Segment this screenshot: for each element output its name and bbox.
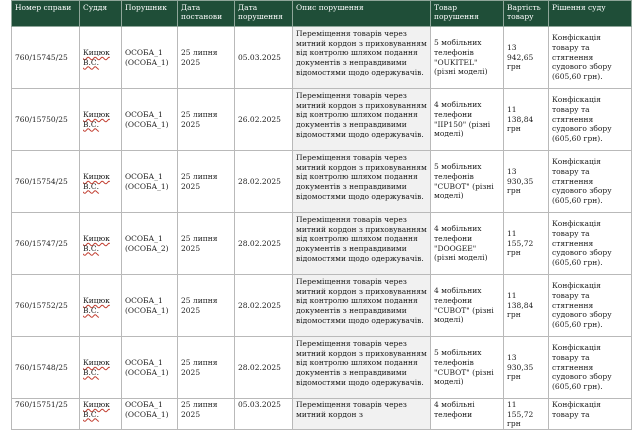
cell-goods: 5 мобільних телефонів "CUBOT" (різні моделі) [431, 151, 504, 213]
cell-violation-date: 26.02.2025 [235, 89, 293, 151]
cell-decision: Конфіскація товару та стягнення судового збору (605,60 грн). [549, 151, 632, 213]
cell-resolution-date: 25 липня 2025 [178, 399, 235, 430]
header-case-number: Номер справи [12, 1, 80, 27]
cell-goods: 4 мобільні телефони [431, 399, 504, 430]
cell-offender: ОСОБА_1 (ОСОБА_2) [122, 213, 178, 275]
table-row [12, 213, 632, 275]
cell-decision: Конфіскація товару та стягнення судового збору (605,60 грн). [549, 27, 632, 89]
judge-name: Кицюк В.С. [83, 109, 110, 129]
cell-violation-date: 28.02.2025 [235, 151, 293, 213]
cell-value: 11 155,72 грн [504, 399, 549, 430]
court-cases-table [11, 0, 632, 430]
header-violation-date: Дата порушення [235, 1, 293, 27]
header-row [12, 1, 632, 27]
judge-name: Кицюк В.С. [83, 47, 110, 67]
cell-judge [80, 337, 122, 399]
cell-goods: 4 мобільних телефони "IIP150" (різні моделі) [431, 89, 504, 151]
cell-decision: Конфіскація товару та [549, 399, 632, 430]
header-description: Опис порушення [293, 1, 431, 27]
table-row [12, 151, 632, 213]
cell-decision: Конфіскація товару та стягнення судового збору (605,60 грн). [549, 213, 632, 275]
cell-goods: 4 мобільних телефони "CUBOT" (різні моделі) [431, 275, 504, 337]
cell-description: Переміщення товарів через митний кордон з приховуванням від контролю шляхом подання документів з неправдивими відомостями щодо одержувачів. [293, 89, 431, 151]
cell-violation-date: 05.03.2025 [235, 27, 293, 89]
cell-decision: Конфіскація товару та стягнення судового збору (605,60 грн). [549, 89, 632, 151]
cell-goods: 5 мобільних телефонів "CUBOT" (різні моделі) [431, 337, 504, 399]
cell-judge [80, 399, 122, 430]
table-row [12, 89, 632, 151]
cell-value: 11 155,72 грн [504, 213, 549, 275]
judge-name: Кицюк В.С. [83, 357, 110, 377]
judge-name: Кицюк В.С. [83, 233, 110, 253]
cell-violation-date: 28.02.2025 [235, 275, 293, 337]
cell-description: Переміщення товарів через митний кордон з приховуванням від контролю шляхом подання документів з неправдивими відомостями щодо одержувачів. [293, 27, 431, 89]
cell-goods: 4 мобільних телефони "DOOGEE" (різні моделі) [431, 213, 504, 275]
cell-resolution-date: 25 липня 2025 [178, 337, 235, 399]
cell-case-number: 760/15750/25 [12, 89, 80, 151]
cell-goods: 5 мобільних телефонів "OUKITEL" (різні моделі) [431, 27, 504, 89]
cell-description: Переміщення товарів через митний кордон з приховуванням від контролю шляхом подання документів з неправдивими відомостями щодо одержувачів. [293, 151, 431, 213]
cell-violation-date: 05.03.2025 [235, 399, 293, 430]
cell-value: 13 930,35 грн [504, 151, 549, 213]
header-resolution-date: Дата постанови [178, 1, 235, 27]
cell-resolution-date: 25 липня 2025 [178, 275, 235, 337]
header-decision: Рішення суду [549, 1, 632, 27]
table-header [12, 1, 632, 27]
cell-case-number: 760/15748/25 [12, 337, 80, 399]
cell-value: 11 138,84 грн [504, 89, 549, 151]
judge-name: Кицюк В.С. [83, 171, 110, 191]
header-judge: Суддя [80, 1, 122, 27]
cell-offender: ОСОБА_1 (ОСОБА_1) [122, 399, 178, 430]
cell-case-number: 760/15752/25 [12, 275, 80, 337]
cell-judge [80, 27, 122, 89]
table-body [12, 27, 632, 430]
cell-judge [80, 275, 122, 337]
table-row [12, 399, 632, 430]
cell-value: 13 942,65 грн [504, 27, 549, 89]
table-row [12, 27, 632, 89]
cell-value: 13 930,35 грн [504, 337, 549, 399]
cell-violation-date: 28.02.2025 [235, 337, 293, 399]
cell-case-number: 760/15754/25 [12, 151, 80, 213]
cell-description: Переміщення товарів через митний кордон з [293, 399, 431, 430]
cell-offender: ОСОБА_1 (ОСОБА_1) [122, 337, 178, 399]
cell-offender: ОСОБА_1 (ОСОБА_1) [122, 27, 178, 89]
cell-case-number: 760/15747/25 [12, 213, 80, 275]
cell-violation-date: 28.02.2025 [235, 213, 293, 275]
cell-judge [80, 151, 122, 213]
cell-resolution-date: 25 липня 2025 [178, 151, 235, 213]
judge-name: Кицюк В.С. [83, 400, 110, 419]
cell-offender: ОСОБА_1 (ОСОБА_1) [122, 89, 178, 151]
cell-description: Переміщення товарів через митний кордон з приховуванням від контролю шляхом подання документів з неправдивими відомостями щодо одержувачів. [293, 213, 431, 275]
cell-resolution-date: 25 липня 2025 [178, 213, 235, 275]
cell-offender: ОСОБА_1 (ОСОБА_1) [122, 275, 178, 337]
cell-case-number: 760/15745/25 [12, 27, 80, 89]
header-offender: Порушник [122, 1, 178, 27]
cell-description: Переміщення товарів через митний кордон з приховуванням від контролю шляхом подання документів з неправдивими відомостями щодо одержувачів. [293, 275, 431, 337]
cell-resolution-date: 25 липня 2025 [178, 89, 235, 151]
cell-judge [80, 213, 122, 275]
table-row [12, 337, 632, 399]
table-row [12, 275, 632, 337]
cell-offender: ОСОБА_1 (ОСОБА_1) [122, 151, 178, 213]
cell-description: Переміщення товарів через митний кордон з приховуванням від контролю шляхом подання документів з неправдивими відомостями щодо одержувачів. [293, 337, 431, 399]
cell-judge [80, 89, 122, 151]
header-goods: Товар порушення [431, 1, 504, 27]
cell-decision: Конфіскація товару та стягнення судового збору (605,60 грн). [549, 275, 632, 337]
cell-decision: Конфіскація товару та стягнення судового збору (605,60 грн). [549, 337, 632, 399]
judge-name: Кицюк В.С. [83, 295, 110, 315]
cell-case-number: 760/15751/25 [12, 399, 80, 430]
header-value: Вартість товару [504, 1, 549, 27]
cell-resolution-date: 25 липня 2025 [178, 27, 235, 89]
cell-value: 11 138,84 грн [504, 275, 549, 337]
